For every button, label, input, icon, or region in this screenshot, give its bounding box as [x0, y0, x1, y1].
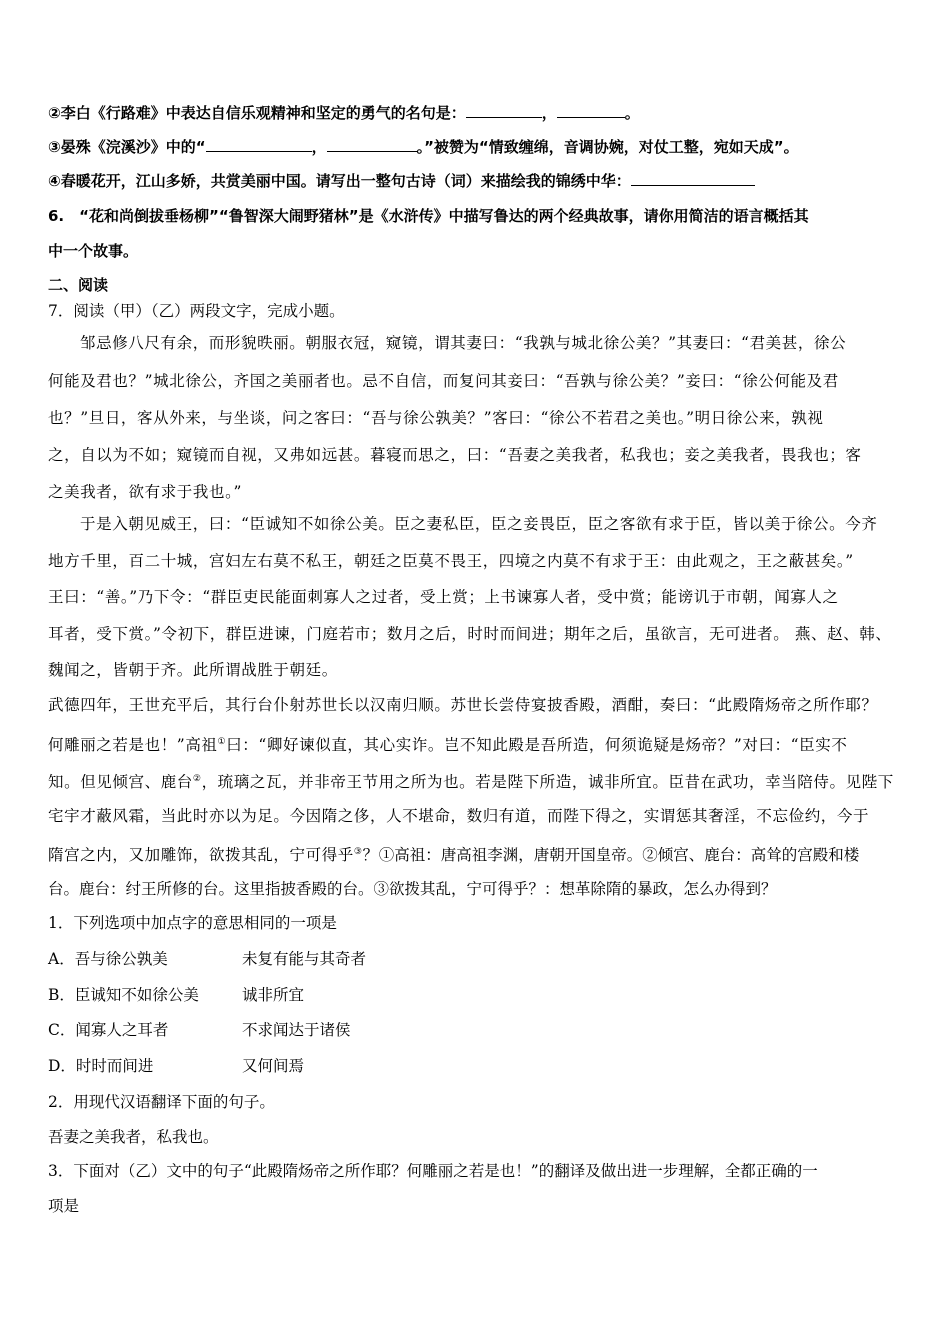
passage-yi-line: 何雕丽之若是也！”高祖①曰：“卿好谏似直，其心实诈。岂不知此殿是吾所造，何须诡疑是炀帝？”对曰：“臣实不	[48, 736, 848, 755]
passage-yi-line: 知。但见倾宫、鹿台②，琉璃之瓦，并非帝王节用之所为也。若是陛下所造，诚非所宜。臣昔在武功，幸当陪侍。见陛下	[48, 773, 894, 792]
sub1-stem: 1．下列选项中加点字的意思相同的一项是	[48, 914, 337, 932]
option-c[interactable]: C．闻寡人之耳者 不求闻达于诸侯	[48, 1021, 351, 1039]
q6-line-2: 中一个故事。	[48, 242, 139, 260]
passage-jia-line: 之美我者，欲有求于我也。”	[48, 483, 242, 501]
passage-jia-line: 魏闻之，皆朝于齐。此所谓战胜于朝廷。	[48, 661, 338, 679]
option-d[interactable]: D．时时而间进 又何间焉	[48, 1057, 305, 1075]
q7-stem: 7．阅读（甲）（乙）两段文字，完成小题。	[48, 302, 345, 320]
passage-yi-line: 武德四年，王世充平后，其行台仆射苏世长以汉南归顺。苏世长尝侍宴披香殿，酒酣，奏曰：“此殿隋炀帝之所作耶？	[48, 696, 878, 714]
q5-item-2: ②李白《行路难》中表达自信乐观精神和坚定的勇气的名句是： ， 。	[48, 100, 640, 126]
passage-jia-line: 邹忌修八尺有余，而形貌昳丽。朝服衣冠，窥镜，谓其妻曰：“我孰与城北徐公美？”其妻曰：“君美甚，徐公	[80, 334, 847, 352]
q5-item-4: ④春暖花开，江山多娇，共赏美丽中国。请写出一整句古诗（词）来描绘我的锦绣中华：	[48, 168, 755, 194]
answer-blank[interactable]	[466, 101, 542, 118]
footnotes: ①高祖：唐高祖李渊，唐朝开国皇帝。②倾宫、鹿台：高耸的宫殿和楼	[378, 846, 860, 865]
q6-line-1: 6. “花和尚倒拔垂杨柳”“鲁智深大闹野猪林”是《水浒传》中描写鲁达的两个经典故事，请你用简洁的语言概括其	[48, 207, 809, 225]
passage-jia-line: 也？”旦日，客从外来，与坐谈，问之客曰：“吾与徐公孰美？”客曰：“徐公不若君之美也。”明日徐公来，孰视	[48, 409, 824, 427]
sub2-sentence: 吾妻之美我者，私我也。	[48, 1128, 219, 1146]
sub3-stem-line-2: 项是	[48, 1197, 80, 1215]
option-b[interactable]: B．臣诚知不如徐公美 诚非所宜	[48, 986, 305, 1004]
passage-jia-line: 耳者，受下赏。”令初下，群臣进谏，门庭若市；数月之后，时时而间进；期年之后，虽欲言，无可进者。 燕、赵、韩、	[48, 625, 892, 643]
passage-jia-line: 于是入朝见威王，曰：“臣诚知不如徐公美。臣之妻私臣，臣之妾畏臣，臣之客欲有求于臣，皆以美于徐公。今齐	[80, 515, 878, 533]
passage-yi-line: 隋宫之内，又加雕饰，欲拨其乱，宁可得乎③？①高祖：唐高祖李渊，唐朝开国皇帝。②倾宫、鹿台：高耸的宫殿和楼	[48, 846, 860, 865]
sub3-stem-line-1: 3．下面对（乙）文中的句子“此殿隋炀帝之所作耶？何雕丽之若是也！”的翻译及做出进一步理解，全都正确的一	[48, 1162, 818, 1180]
answer-blank[interactable]	[327, 135, 417, 152]
answer-blank[interactable]	[206, 135, 312, 152]
passage-jia-line: 地方千里，百二十城，宫妇左右莫不私王，朝廷之臣莫不畏王，四境之内莫不有求于王：由此观之，王之蔽甚矣。”	[48, 552, 854, 570]
answer-blank[interactable]	[631, 169, 755, 186]
sub2-stem: 2．用现代汉语翻译下面的句子。	[48, 1093, 275, 1111]
option-a[interactable]: A．吾与徐公孰美 未复有能与其奇者	[48, 950, 367, 968]
footnotes-line: 台。鹿台：纣王所修的台。这里指披香殿的台。③欲拨其乱，宁可得乎？：想革除隋的暴政，怎么办得到？	[48, 880, 777, 898]
passage-jia-line: 何能及君也？”城北徐公，齐国之美丽者也。忌不自信，而复问其妾曰：“吾孰与徐公美？”妾曰：“徐公何能及君	[48, 372, 839, 390]
section-heading: 二、阅读	[48, 276, 109, 294]
answer-blank[interactable]	[557, 101, 625, 118]
q5-item-3: ③晏殊《浣溪沙》中的“ ， 。”被赞为“情致缠绵，音调协婉，对仗工整，宛如天成”。	[48, 134, 799, 160]
passage-jia-line: 之，自以为不如；窥镜而自视，又弗如远甚。暮寝而思之，曰：“吾妻之美我者，私我也；妾之美我者，畏我也；客	[48, 446, 862, 464]
passage-jia-line: 王曰：“善。”乃下令：“群臣吏民能面刺寡人之过者，受上赏；上书谏寡人者，受中赏；能谤讥于市朝，闻寡人之	[48, 588, 839, 606]
passage-yi-line: 宅宇才蔽风霜，当此时亦以为足。今因隋之侈，人不堪命，数归有道，而陛下得之，实谓惩其奢淫，不忘俭约，今于	[48, 807, 870, 825]
